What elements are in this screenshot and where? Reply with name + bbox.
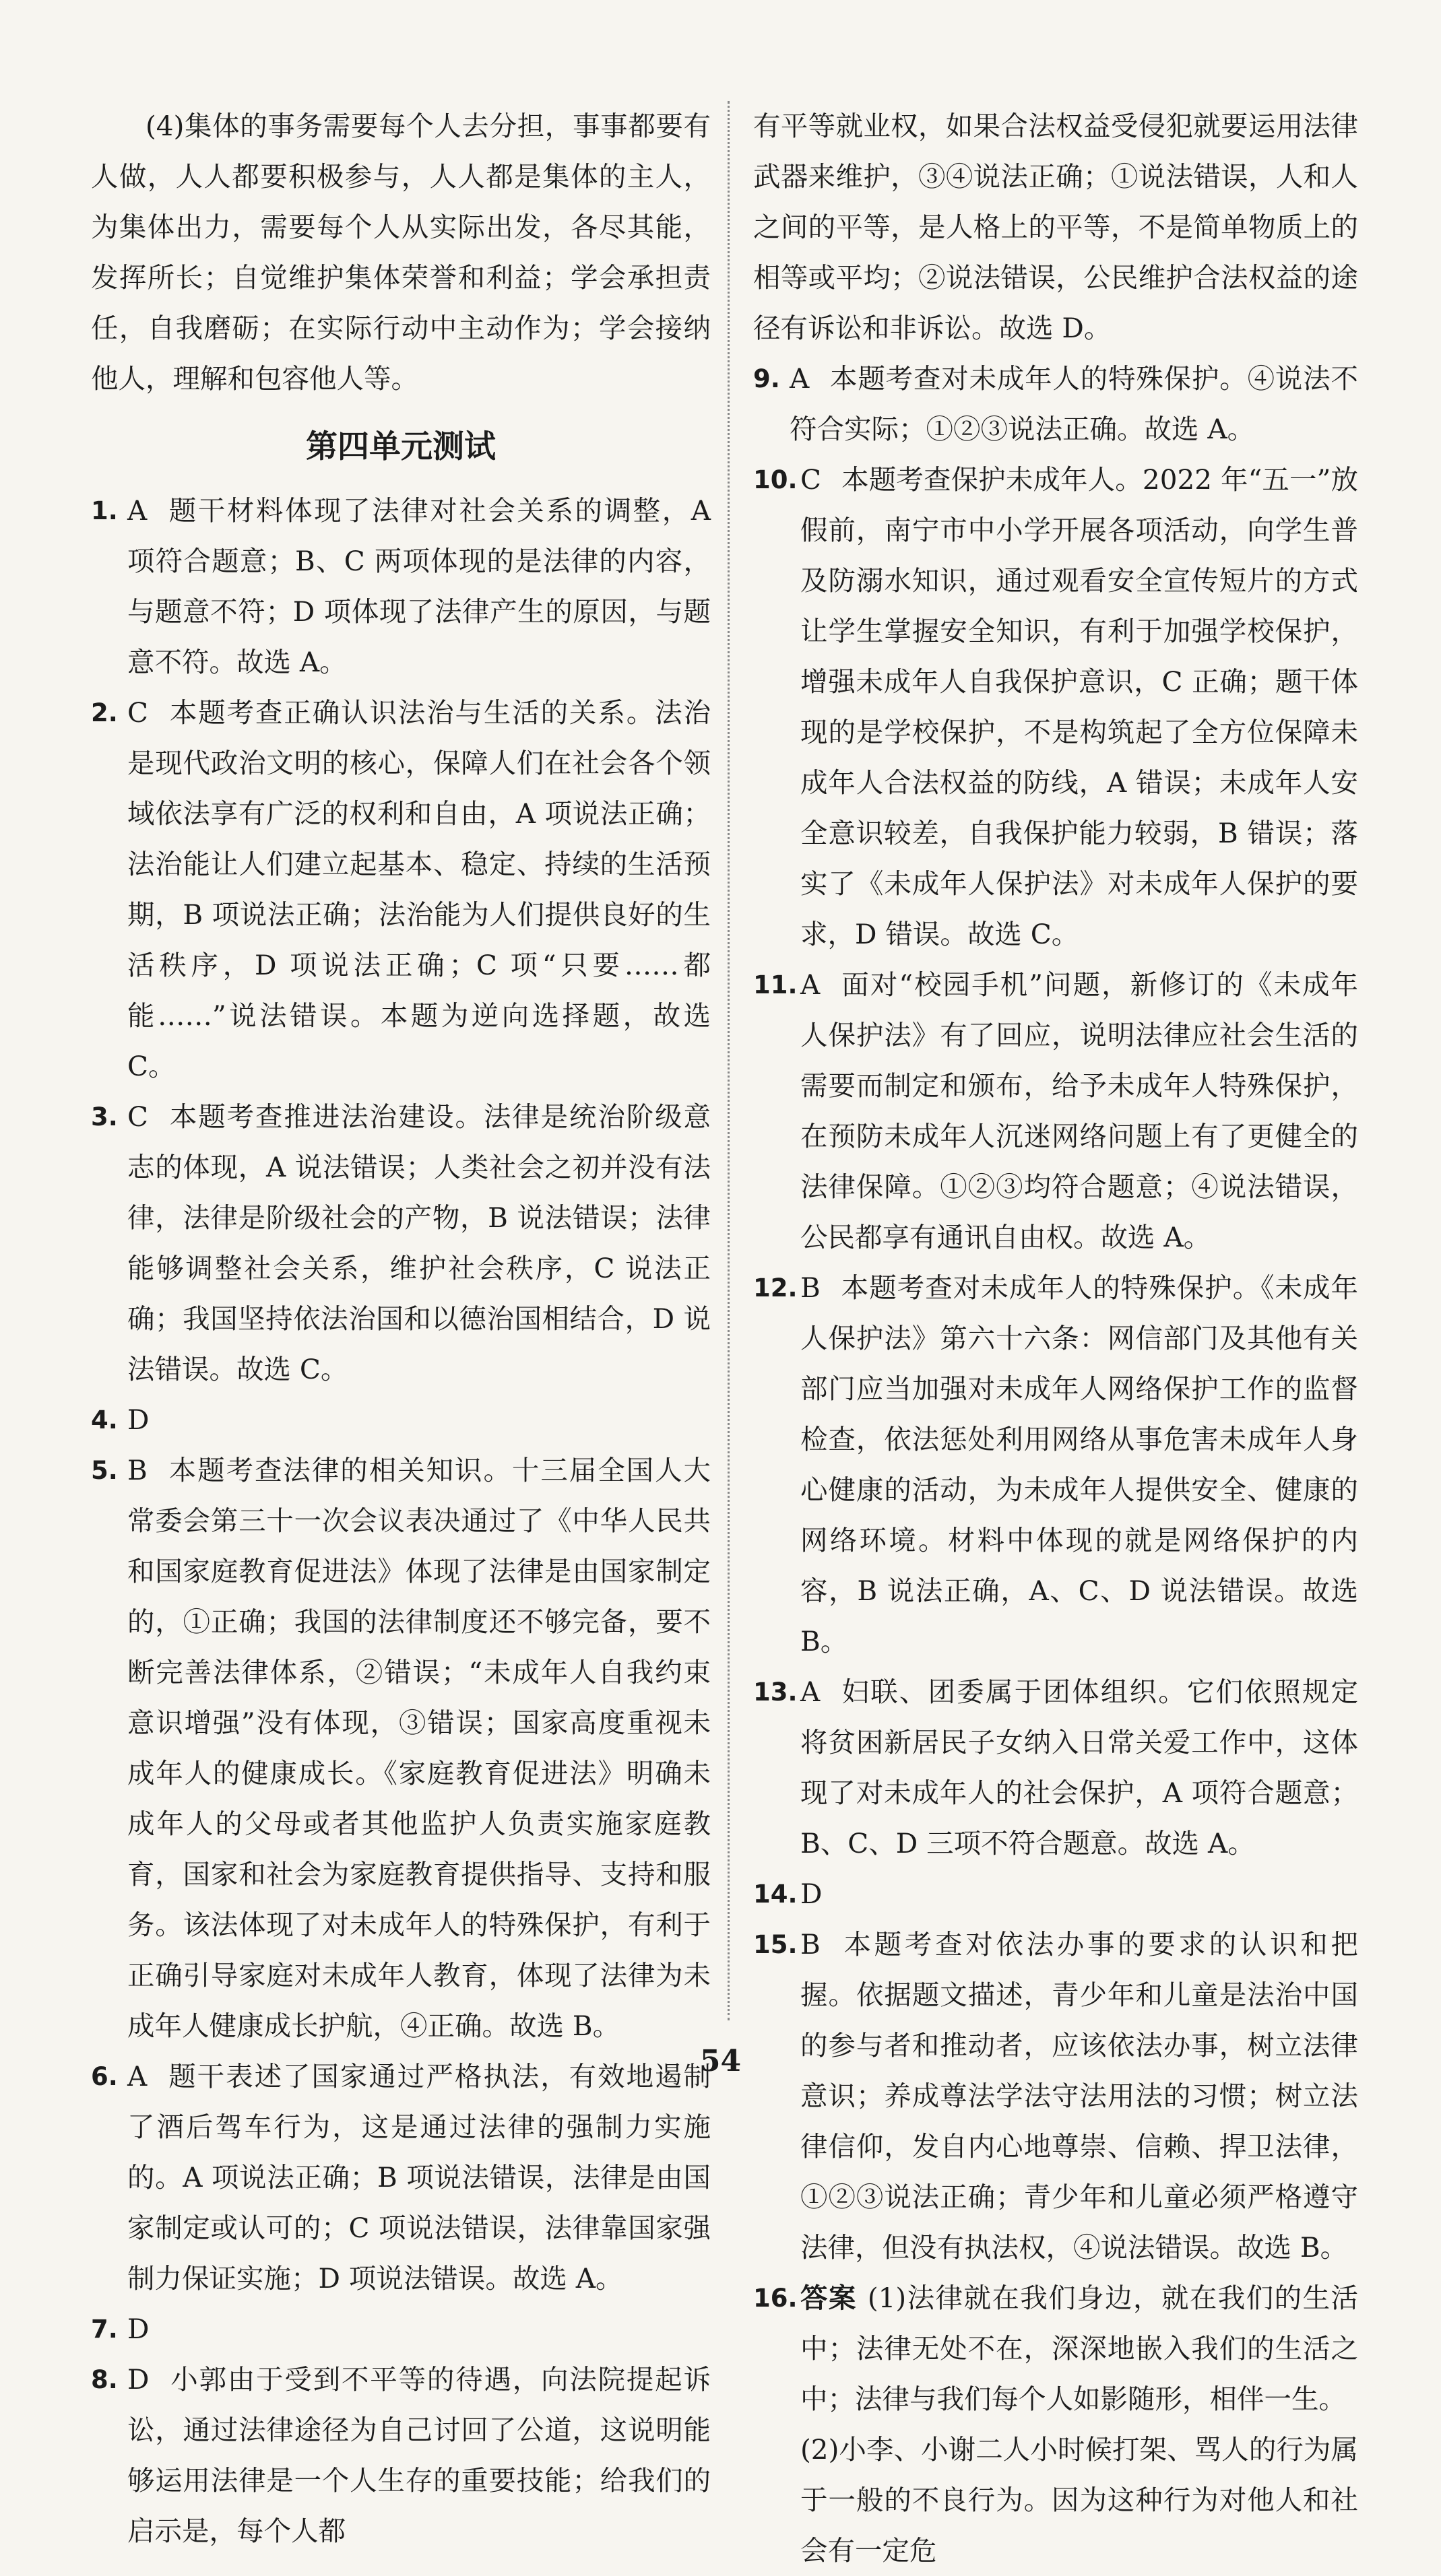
answer-item-12 bbox=[753, 1263, 1358, 1667]
answer-item-3 bbox=[91, 1092, 711, 1395]
intro-paragraph: (4)集体的事务需要每个人去分担，事事都要有人做，人人都要积极参与，人人都是集体的主人，为集体出力，需要每个人从实际出发，各尽其能，发挥所长；自觉维护集体荣誉和利益；学会承担责任，自我磨砺；在实际行动中主动作为；学会接纳他人，理解和包容他人等。 bbox=[91, 110, 711, 395]
answer-item-7 bbox=[91, 2304, 711, 2354]
page-number: 54 bbox=[699, 2044, 742, 2078]
item-number: 3. bbox=[91, 1102, 118, 1131]
item-number: 7. bbox=[91, 2315, 118, 2344]
answer-item-10 bbox=[753, 455, 1358, 960]
answer-item-2 bbox=[91, 688, 711, 1092]
item-answer: A bbox=[127, 494, 148, 527]
item-number: 6. bbox=[91, 2062, 118, 2091]
answer-item-8 bbox=[91, 2354, 711, 2556]
item-answer: C bbox=[127, 1100, 148, 1133]
item-answer: B bbox=[800, 1928, 821, 1960]
item-number: 10. bbox=[753, 465, 798, 494]
answer-item-14 bbox=[753, 1869, 1358, 1919]
answer-item-16 bbox=[753, 2273, 1358, 2576]
item-number: 1. bbox=[91, 496, 118, 525]
item-number: 15. bbox=[753, 1930, 798, 1959]
item-text: 题干材料体现了法律对社会关系的调整，A 项符合题意；B、C 两项体现的是法律的内容，与题意不符；D 项体现了法律产生的原因，与题意不符。故选 A。 bbox=[127, 494, 711, 678]
item-8-continuation: 有平等就业权，如果合法权益受侵犯就要运用法律武器来维护，③④说法正确；①说法错误，人和人之间的平等，是人格上的平等，不是简单物质上的相等或平均；②说法错误，公民维护合法权益的途径有诉讼和非诉讼。故选 D。 bbox=[753, 110, 1358, 344]
item-number: 8. bbox=[91, 2365, 118, 2394]
answer-item-6 bbox=[91, 2051, 711, 2304]
answer-label: 答案 bbox=[800, 2282, 857, 2314]
answer-item-15 bbox=[753, 1919, 1358, 2273]
column-divider bbox=[728, 101, 730, 2020]
right-column bbox=[753, 101, 1358, 2576]
item-text: 本题考查对未成年人的特殊保护。④说法不符合实际；①②③说法正确。故选 A。 bbox=[790, 362, 1358, 445]
item-answer: B bbox=[127, 1454, 148, 1486]
item-text: 本题考查对未成年人的特殊保护。《未成年人保护法》第六十六条：网信部门及其他有关部门应当加强对未成年人网络保护工作的监督检查，依法惩处利用网络从事危害未成年人身心健康的活动，为未成年人提供安全、健康的网络环境。材料中体现的就是网络保护的内容，B 说法正确，A、C、D 说法错误。故选 B。 bbox=[800, 1272, 1358, 1657]
item-answer: D bbox=[800, 1878, 823, 1910]
answer-item-9 bbox=[753, 354, 1358, 455]
section-title: 第四单元测试 bbox=[306, 428, 496, 465]
answer-item-1 bbox=[91, 486, 711, 688]
item-16-part-1: (1)法律就在我们身边，就在我们的生活中；法律无处不在，深深地嵌入我们的生活之中；法律与我们每个人如影随形，相伴一生。 bbox=[800, 2282, 1359, 2415]
item-number: 16. bbox=[753, 2284, 798, 2313]
item-text: 本题考查正确认识法治与生活的关系。法治是现代政治文明的核心，保障人们在社会各个领域依法享有广泛的权利和自由，A 项说法正确；法治能让人们建立起基本、稳定、持续的生活预期，B 项说法正确；法治能为人们提供良好的生活秩序，D 项说法正确；C 项“只要……都能……”说法错误。本题为逆向选择题，故选 C。 bbox=[127, 696, 711, 1082]
item-text: 本题考查法律的相关知识。十三届全国人大常委会第三十一次会议表决通过了《中华人民共和国家庭教育促进法》体现了法律是由国家制定的，①正确；我国的法律制度还不够完备，要不断完善法律体系，②错误；“未成年人自我约束意识增强”没有体现，③错误；国家高度重视未成年人的健康成长。《家庭教育促进法》明确未成年人的父母或者其他监护人负责实施家庭教育，国家和社会为家庭教育提供指导、支持和服务。该法体现了对未成年人的特殊保护，有利于正确引导家庭对未成年人教育，体现了法律为未成年人健康成长护航，④正确。故选 B。 bbox=[127, 1454, 711, 2042]
item-answer: C bbox=[127, 696, 148, 729]
item-number: 13. bbox=[753, 1678, 798, 1707]
answer-item-13 bbox=[753, 1667, 1358, 1869]
item-answer: B bbox=[800, 1272, 821, 1304]
answer-item-11 bbox=[753, 960, 1358, 1263]
item-answer: C bbox=[800, 463, 821, 496]
item-answer: D bbox=[127, 1403, 150, 1436]
item-number: 4. bbox=[91, 1406, 118, 1434]
item-answer: A bbox=[790, 362, 810, 395]
item-number: 12. bbox=[753, 1274, 798, 1302]
item-answer: A bbox=[800, 968, 821, 1001]
item-answer: A bbox=[127, 2060, 148, 2092]
item-text: 小郭由于受到不平等的待遇，向法院提起诉讼，通过法律途径为自己讨回了公道，这说明能够运用法律是一个人生存的重要技能；给我们的启示是，每个人都 bbox=[127, 2363, 711, 2547]
item-text: 本题考查保护未成年人。2022 年“五一”放假前，南宁市中小学开展各项活动，向学生普及防溺水知识，通过观看安全宣传短片的方式让学生掌握安全知识，有利于加强学校保护，增强未成年人自我保护意识，C 正确；题干体现的是学校保护，不是构筑起了全方位保障未成年人合法权益的防线，A 错误；未成年人安全意识较差，自我保护能力较弱，B 错误；落实了《未成年人保护法》对未成年人保护的要求，D 错误。故选 C。 bbox=[800, 463, 1358, 950]
item-number: 9. bbox=[753, 364, 780, 393]
item-16-part-2: (2)小李、小谢二人小时候打架、骂人的行为属于一般的不良行为。因为这种行为对他人和社会有一定危 bbox=[800, 2433, 1358, 2567]
item-answer: A bbox=[800, 1676, 821, 1708]
item-text: 妇联、团委属于团体组织。它们依照规定将贫困新居民子女纳入日常关爱工作中，这体现了对未成年人的社会保护，A 项符合题意；B、C、D 三项不符合题意。故选 A。 bbox=[800, 1676, 1358, 1859]
item-number: 5. bbox=[91, 1456, 118, 1485]
item-text: 题干表述了国家通过严格执法，有效地遏制了酒后驾车行为，这是通过法律的强制力实施的。A 项说法正确；B 项说法错误，法律是由国家制定或认可的；C 项说法错误，法律靠国家强制力保证实施；D 项说法错误。故选 A。 bbox=[127, 2060, 711, 2294]
item-number: 2. bbox=[91, 698, 118, 727]
left-column bbox=[91, 101, 711, 2556]
item-answer: D bbox=[127, 2313, 150, 2345]
item-text: 本题考查推进法治建设。法律是统治阶级意志的体现，A 说法错误；人类社会之初并没有法律，法律是阶级社会的产物，B 说法错误；法律能够调整社会关系，维护社会秩序，C 说法正确；我国坚持依法治国和以德治国相结合，D 说法错误。故选 C。 bbox=[127, 1100, 711, 1385]
answer-item-5 bbox=[91, 1445, 711, 2051]
item-number: 11. bbox=[753, 970, 798, 999]
item-answer: D bbox=[127, 2363, 150, 2396]
item-text: 面对“校园手机”问题，新修订的《未成年人保护法》有了回应，说明法律应社会生活的需要而制定和颁布，给予未成年人特殊保护，在预防未成年人沉迷网络问题上有了更健全的法律保障。①②③均符合题意；④说法错误，公民都享有通讯自由权。故选 A。 bbox=[800, 968, 1358, 1253]
answer-item-4 bbox=[91, 1395, 711, 1445]
item-text: 本题考查对依法办事的要求的认识和把握。依据题文描述，青少年和儿童是法治中国的参与者和推动者，应该依法办事，树立法律意识；养成尊法学法守法用法的习惯；树立法律信仰，发自内心地尊崇、信赖、捍卫法律，①②③说法正确；青少年和儿童必须严格遵守法律，但没有执法权，④说法错误。故选 B。 bbox=[800, 1928, 1358, 2264]
item-number: 14. bbox=[753, 1880, 798, 1909]
